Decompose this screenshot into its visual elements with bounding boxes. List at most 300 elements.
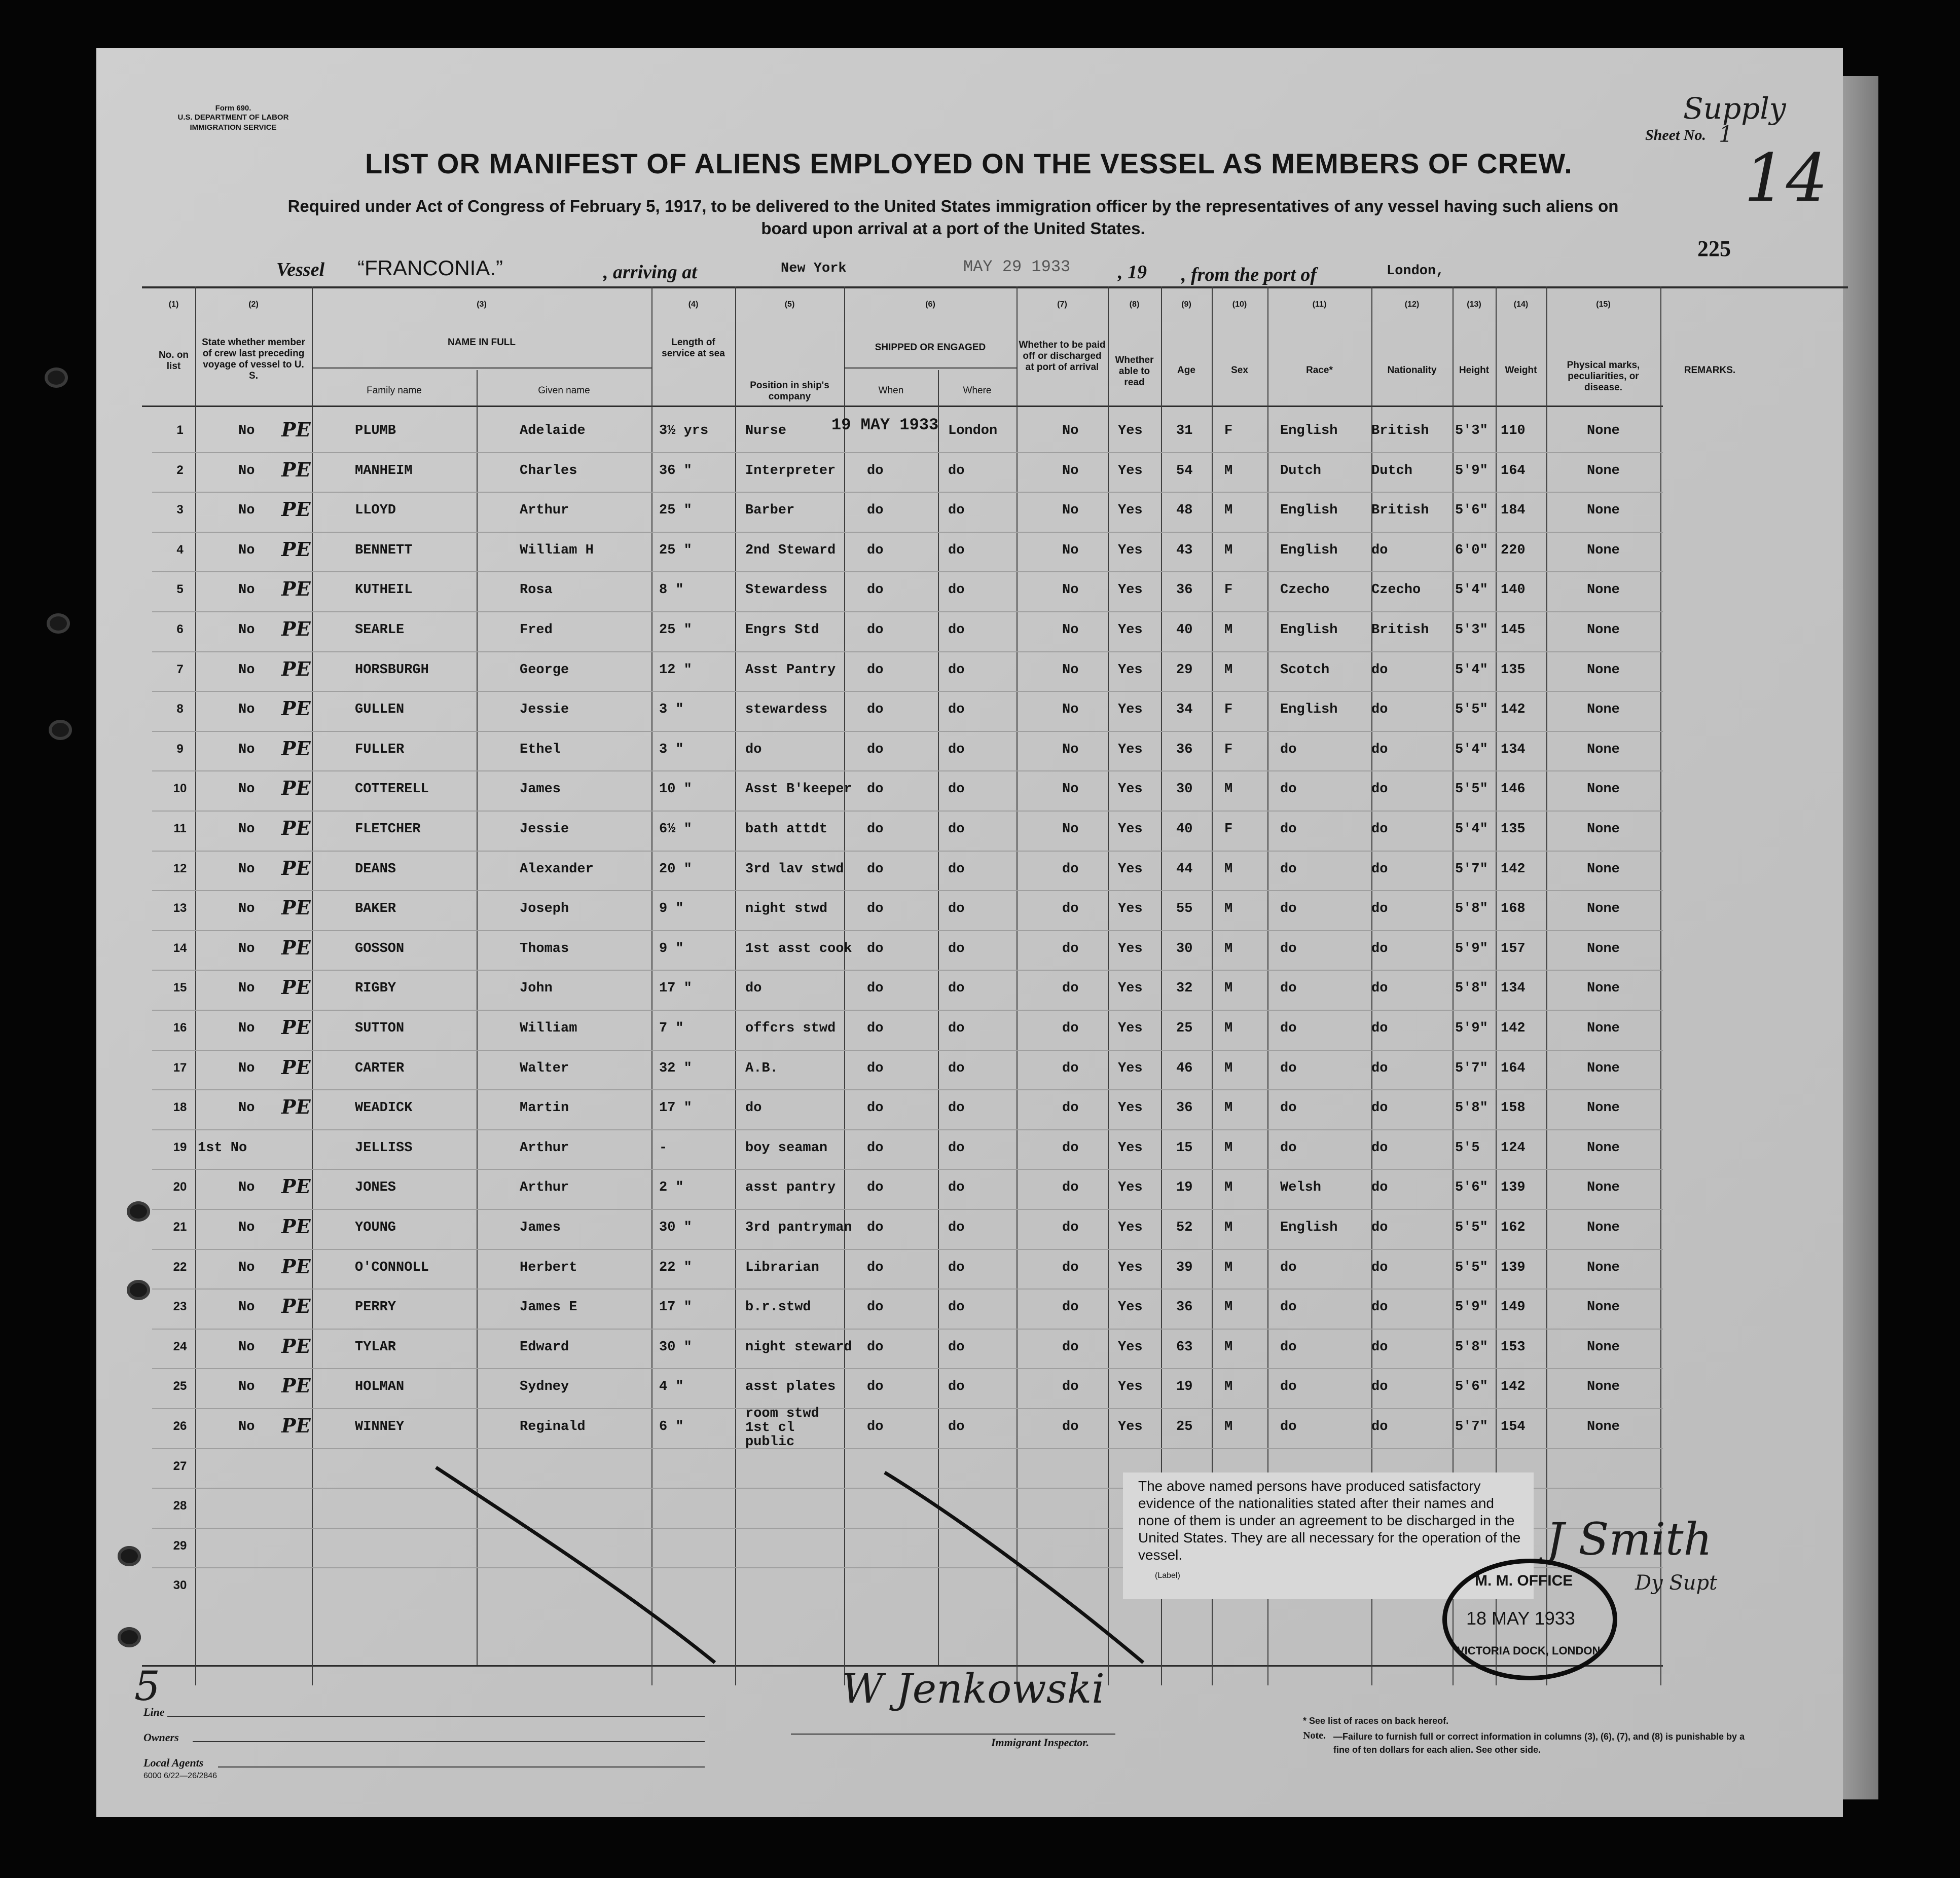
cell-read: Yes (1118, 782, 1143, 797)
cell-given: Thomas (520, 941, 569, 956)
cell-position: night stwd (745, 901, 828, 916)
cell-nationality: do (1371, 1021, 1388, 1036)
cell-paid: do (1062, 1140, 1079, 1156)
row-number: 2 (176, 463, 184, 477)
cell-paid: do (1062, 1419, 1079, 1434)
cell-when: do (867, 1379, 884, 1394)
row-number: 5 (176, 582, 184, 596)
cell-read: Yes (1118, 1419, 1143, 1434)
cell-read: Yes (1118, 862, 1143, 877)
cell-nationality: do (1371, 822, 1388, 837)
cell-paid: do (1062, 1379, 1079, 1394)
cell-position: offcrs stwd (745, 1021, 836, 1036)
cell-family: JONES (355, 1180, 396, 1195)
row-number: 19 (173, 1140, 187, 1154)
cell-height: 5'7" (1455, 862, 1488, 877)
cell-marks: None (1587, 1021, 1620, 1036)
cell-weight: 146 (1501, 782, 1526, 797)
cell-when: do (867, 1340, 884, 1355)
row-number: 29 (173, 1539, 187, 1553)
column-number: (12) (1404, 300, 1420, 309)
cell-sex: M (1224, 901, 1233, 916)
cell-paid: No (1062, 822, 1079, 837)
row-number: 20 (173, 1180, 187, 1194)
cell-paid: No (1062, 782, 1079, 797)
cell-prev: No (238, 423, 255, 438)
cell-race: do (1280, 981, 1297, 996)
column-number: (8) (1129, 300, 1140, 309)
inspector-label: Immigrant Inspector. (991, 1736, 1090, 1749)
cell-paid: do (1062, 1180, 1079, 1195)
cell-given: Walter (520, 1061, 569, 1076)
cell-prev: No (238, 742, 255, 757)
subheader-given-name: Given name (538, 385, 590, 396)
cell-height: 5'3" (1455, 622, 1488, 638)
cell-weight: 220 (1501, 543, 1526, 558)
cell-prev: No (238, 1300, 255, 1315)
cell-position: Nurse (745, 423, 787, 438)
cell-sex: M (1224, 662, 1233, 678)
cell-nationality: do (1371, 941, 1388, 956)
cell-sex: F (1224, 822, 1233, 837)
cell-read: Yes (1118, 1180, 1143, 1195)
cell-prev: No (238, 1340, 255, 1355)
cell-marks: None (1587, 1300, 1620, 1315)
cell-service: 6½ " (659, 822, 692, 837)
cell-service: 30 " (659, 1340, 692, 1355)
cell-service: 4 " (659, 1379, 684, 1394)
row-number: 4 (176, 543, 184, 557)
cell-when: do (867, 1419, 884, 1434)
list-number: 225 (1697, 236, 1731, 261)
column-number: (14) (1513, 300, 1529, 309)
supply-note: Supply (1683, 91, 1786, 126)
cell-marks: None (1587, 1379, 1620, 1394)
agent-signature: J Smith (1546, 1513, 1713, 1565)
row-number: 12 (173, 862, 187, 875)
cell-marks: None (1587, 901, 1620, 916)
cell-weight: 135 (1501, 662, 1526, 678)
cell-read: Yes (1118, 1220, 1143, 1235)
row-number: 8 (176, 702, 184, 716)
cell-age: 15 (1176, 1140, 1193, 1156)
cell-service: 17 " (659, 1300, 692, 1315)
cell-prev: No (238, 822, 255, 837)
cell-paid: No (1062, 463, 1079, 478)
cell-given: Jessie (520, 702, 569, 717)
cell-when: do (867, 1061, 884, 1076)
cell-nationality: do (1371, 1140, 1388, 1156)
cell-read: Yes (1118, 1100, 1143, 1116)
cell-age: 30 (1176, 782, 1193, 797)
cell-given: Jessie (520, 822, 569, 837)
cell-pe: PE (281, 697, 311, 720)
cell-age: 40 (1176, 822, 1193, 837)
cell-position: do (745, 742, 762, 757)
cell-weight: 184 (1501, 503, 1526, 518)
cell-position: b.r.stwd (745, 1300, 811, 1315)
year-label: , 19 (1118, 262, 1147, 283)
cell-family: HORSBURGH (355, 662, 429, 678)
cell-service: 8 " (659, 582, 684, 598)
cell-family: WINNEY (355, 1419, 405, 1434)
row-number: 14 (173, 941, 187, 955)
cell-weight: 142 (1501, 1021, 1526, 1036)
cell-weight: 153 (1501, 1340, 1526, 1355)
cell-nationality: do (1371, 1340, 1388, 1355)
cell-family: GULLEN (355, 702, 405, 717)
cell-weight: 164 (1501, 463, 1526, 478)
cell-pe: PE (281, 1255, 311, 1278)
column-number: (7) (1057, 300, 1067, 309)
cell-given: William (520, 1021, 577, 1036)
cell-nationality: do (1371, 1379, 1388, 1394)
cell-marks: None (1587, 1340, 1620, 1355)
cell-service: - (659, 1140, 668, 1156)
owners-label: Owners (143, 1731, 179, 1744)
cell-read: Yes (1118, 1300, 1143, 1315)
cell-family: FULLER (355, 742, 405, 757)
cell-where: do (948, 543, 965, 558)
row-number: 22 (173, 1260, 187, 1274)
cell-marks: None (1587, 662, 1620, 678)
cell-height: 5'3" (1455, 423, 1488, 438)
cell-pe: PE (281, 1056, 311, 1079)
cell-prev: No (238, 1021, 255, 1036)
cell-service: 30 " (659, 1220, 692, 1235)
cell-position: stewardess (745, 702, 828, 717)
cell-read: Yes (1118, 423, 1143, 438)
cell-position: boy seaman (745, 1140, 828, 1156)
cell-weight: 110 (1501, 423, 1526, 438)
cell-prev: No (238, 662, 255, 678)
cell-weight: 134 (1501, 981, 1526, 996)
cell-position: A.B. (745, 1061, 778, 1076)
cell-position: Barber (745, 503, 795, 518)
cell-prev: No (238, 463, 255, 478)
cell-marks: None (1587, 582, 1620, 598)
cell-age: 44 (1176, 862, 1193, 877)
cell-family: HOLMAN (355, 1379, 405, 1394)
cell-read: Yes (1118, 981, 1143, 996)
column-header: No. on list (158, 350, 189, 372)
cell-prev: No (238, 582, 255, 598)
cell-weight: 154 (1501, 1419, 1526, 1434)
cell-height: 5'8" (1455, 901, 1488, 916)
row-number: 6 (176, 622, 184, 636)
cell-when: do (867, 941, 884, 956)
row-number: 26 (173, 1419, 187, 1433)
cell-race: do (1280, 1140, 1297, 1156)
cell-race: English (1280, 1220, 1338, 1235)
cell-family: PERRY (355, 1300, 396, 1315)
arriving-port: New York (781, 261, 847, 276)
cell-family: WEADICK (355, 1100, 413, 1116)
column-header: REMARKS. (1684, 365, 1736, 376)
column-number: (10) (1232, 300, 1247, 309)
cell-read: Yes (1118, 543, 1143, 558)
cell-where: do (948, 901, 965, 916)
cell-sex: M (1224, 1220, 1233, 1235)
cell-read: Yes (1118, 463, 1143, 478)
cell-given: Charles (520, 463, 577, 478)
cell-nationality: do (1371, 543, 1388, 558)
cell-pe: PE (281, 617, 311, 640)
cell-family: SUTTON (355, 1021, 405, 1036)
cell-paid: do (1062, 1340, 1079, 1355)
cell-nationality: do (1371, 1100, 1388, 1116)
cell-where: do (948, 822, 965, 837)
cell-paid: do (1062, 1300, 1079, 1315)
cell-position: 2nd Steward (745, 543, 836, 558)
column-number: (13) (1467, 300, 1481, 309)
cell-read: Yes (1118, 1021, 1143, 1036)
cell-marks: None (1587, 862, 1620, 877)
cell-when: do (867, 822, 884, 837)
column-header: NAME IN FULL (447, 337, 516, 348)
cell-pe: PE (281, 1374, 311, 1397)
cell-when: do (867, 1220, 884, 1235)
cell-service: 9 " (659, 901, 684, 916)
row-number: 27 (173, 1459, 187, 1473)
cell-age: 40 (1176, 622, 1193, 638)
cell-race: Dutch (1280, 463, 1322, 478)
cell-prev: No (238, 1100, 255, 1116)
page-title: LIST OR MANIFEST OF ALIENS EMPLOYED ON THE VESSEL AS MEMBERS OF CREW. (365, 148, 1573, 179)
cell-read: Yes (1118, 742, 1143, 757)
cell-race: English (1280, 543, 1338, 558)
cell-where: do (948, 862, 965, 877)
column-number: (15) (1596, 300, 1611, 309)
note-label: Note. (1303, 1730, 1326, 1741)
cell-age: 36 (1176, 1100, 1193, 1116)
cell-where: do (948, 1180, 965, 1195)
cell-nationality: do (1371, 862, 1388, 877)
cell-given: Ethel (520, 742, 561, 757)
cell-height: 5'5" (1455, 702, 1488, 717)
cell-sex: M (1224, 1180, 1233, 1195)
cell-age: 32 (1176, 981, 1193, 996)
cell-weight: 145 (1501, 622, 1526, 638)
cell-where: do (948, 582, 965, 598)
cell-read: Yes (1118, 503, 1143, 518)
cell-pe: PE (281, 538, 311, 561)
cell-age: 54 (1176, 463, 1193, 478)
cell-weight: 134 (1501, 742, 1526, 757)
cell-height: 5'4" (1455, 582, 1488, 598)
cell-read: Yes (1118, 1379, 1143, 1394)
cell-service: 2 " (659, 1180, 684, 1195)
cell-when: do (867, 503, 884, 518)
cell-weight: 140 (1501, 582, 1526, 598)
cell-race: do (1280, 1260, 1297, 1275)
service-label: IMMIGRATION SERVICE (190, 123, 277, 132)
cell-read: Yes (1118, 1061, 1143, 1076)
cell-when: do (867, 742, 884, 757)
row-number: 21 (173, 1220, 187, 1234)
cell-given: Arthur (520, 1180, 569, 1195)
column-header: Nationality (1387, 365, 1437, 376)
column-header: Position in ship's company (750, 380, 829, 402)
cell-family: KUTHEIL (355, 582, 413, 598)
cell-read: Yes (1118, 702, 1143, 717)
line-label: Line (143, 1706, 165, 1718)
cell-paid: No (1062, 543, 1079, 558)
cell-paid: No (1062, 662, 1079, 678)
cell-age: 31 (1176, 423, 1193, 438)
cell-read: Yes (1118, 582, 1143, 598)
cell-where: do (948, 1100, 965, 1116)
cell-read: Yes (1118, 901, 1143, 916)
cell-read: Yes (1118, 941, 1143, 956)
cell-race: do (1280, 862, 1297, 877)
cell-age: 34 (1176, 702, 1193, 717)
cell-read: Yes (1118, 822, 1143, 837)
department-label: U.S. DEPARTMENT OF LABOR (177, 113, 289, 122)
cell-paid: No (1062, 582, 1079, 598)
cell-weight: 124 (1501, 1140, 1526, 1156)
cell-sex: M (1224, 1379, 1233, 1394)
cell-pe: PE (281, 498, 311, 521)
cell-sex: M (1224, 1419, 1233, 1434)
cell-nationality: do (1371, 981, 1388, 996)
cell-prev: No (238, 702, 255, 717)
cell-paid: No (1062, 503, 1079, 518)
cell-position: 3rd pantryman (745, 1220, 852, 1235)
cell-race: do (1280, 1300, 1297, 1315)
cell-marks: None (1587, 822, 1620, 837)
cell-race: do (1280, 1100, 1297, 1116)
cell-sex: M (1224, 543, 1233, 558)
cell-marks: None (1587, 1220, 1620, 1235)
corner-mark: 5 (134, 1663, 160, 1710)
cell-family: FLETCHER (355, 822, 421, 837)
cell-race: do (1280, 822, 1297, 837)
cell-when: do (867, 463, 884, 478)
cell-position: room stwd 1st cl public (745, 1406, 819, 1450)
cell-prev: No (238, 1419, 255, 1434)
cell-family: JELLISS (355, 1140, 413, 1156)
cell-marks: None (1587, 742, 1620, 757)
cell-marks: None (1587, 1140, 1620, 1156)
cell-prev: No (238, 901, 255, 916)
cell-pe: PE (281, 458, 311, 481)
cell-read: Yes (1118, 1340, 1143, 1355)
cell-nationality: British (1371, 503, 1429, 518)
cell-given: Sydney (520, 1379, 569, 1394)
cell-position: asst plates (745, 1379, 836, 1394)
cell-height: 5'6" (1455, 1180, 1488, 1195)
cell-height: 5'9" (1455, 1300, 1488, 1315)
subheader-when: When (878, 385, 904, 396)
cell-age: 30 (1176, 941, 1193, 956)
cell-height: 5'9" (1455, 1021, 1488, 1036)
cell-service: 6 " (659, 1419, 684, 1434)
cell-service: 7 " (659, 1021, 684, 1036)
cell-pe: PE (281, 1175, 311, 1198)
cell-prev: No (238, 1180, 255, 1195)
cell-age: 55 (1176, 901, 1193, 916)
cell-weight: 164 (1501, 1061, 1526, 1076)
cell-paid: do (1062, 941, 1079, 956)
cell-marks: None (1587, 543, 1620, 558)
column-number: (11) (1312, 300, 1327, 309)
cell-where: do (948, 503, 965, 518)
column-header: Length of service at sea (662, 337, 725, 359)
cell-paid: do (1062, 1260, 1079, 1275)
cell-pe: PE (281, 1295, 311, 1317)
cell-when: do (867, 1140, 884, 1156)
cell-pe: PE (281, 737, 311, 760)
column-header: Whether able to read (1115, 355, 1154, 388)
cell-given: Adelaide (520, 423, 586, 438)
row-number: 11 (173, 822, 187, 835)
cell-nationality: do (1371, 782, 1388, 797)
cell-given: William H (520, 543, 594, 558)
agent-title: Dy Supt (1635, 1571, 1718, 1595)
cell-when: do (867, 1100, 884, 1116)
cell-weight: 142 (1501, 1379, 1526, 1394)
cell-height: 6'0" (1455, 543, 1488, 558)
cell-height: 5'5" (1455, 782, 1488, 797)
cell-height: 5'8" (1455, 1100, 1488, 1116)
cell-paid: do (1062, 1061, 1079, 1076)
cell-when: do (867, 662, 884, 678)
cell-nationality: Czecho (1371, 582, 1421, 598)
cell-family: CARTER (355, 1061, 405, 1076)
cell-nationality: do (1371, 1300, 1388, 1315)
cell-pe: PE (281, 817, 311, 839)
cell-position: 3rd lav stwd (745, 862, 844, 877)
cell-prev: No (238, 543, 255, 558)
column-header: Sex (1231, 365, 1248, 376)
cell-given: Fred (520, 622, 553, 638)
cell-height: 5'9" (1455, 941, 1488, 956)
cell-pe: PE (281, 1414, 311, 1437)
cell-paid: do (1062, 1100, 1079, 1116)
cell-where: do (948, 1220, 965, 1235)
cell-given: James E (520, 1300, 577, 1315)
cell-nationality: do (1371, 1180, 1388, 1195)
row-number: 10 (173, 782, 187, 795)
cell-nationality: do (1371, 1419, 1388, 1434)
vessel-name: “FRANCONIA.” (357, 256, 503, 280)
column-number: (6) (925, 300, 935, 309)
cell-family: GOSSON (355, 941, 405, 956)
cell-race: do (1280, 1419, 1297, 1434)
cell-marks: None (1587, 941, 1620, 956)
column-number: (4) (688, 300, 699, 309)
cell-height: 5'5" (1455, 1220, 1488, 1235)
cell-where: London (948, 423, 998, 438)
cell-family: TYLAR (355, 1340, 396, 1355)
cell-given: James (520, 782, 561, 797)
arriving-label: , arriving at (603, 262, 697, 283)
cell-age: 52 (1176, 1220, 1193, 1235)
cell-sex: M (1224, 1300, 1233, 1315)
cell-when: do (867, 1260, 884, 1275)
cell-height: 5'8" (1455, 1340, 1488, 1355)
cell-given: Alexander (520, 862, 594, 877)
cell-paid: No (1062, 622, 1079, 638)
from-label: , from the port of (1181, 264, 1317, 285)
cell-paid: No (1062, 742, 1079, 757)
cell-position: do (745, 981, 762, 996)
cell-prev: No (238, 1379, 255, 1394)
cell-age: 25 (1176, 1021, 1193, 1036)
cell-paid: do (1062, 1021, 1079, 1036)
cell-nationality: British (1371, 622, 1429, 638)
